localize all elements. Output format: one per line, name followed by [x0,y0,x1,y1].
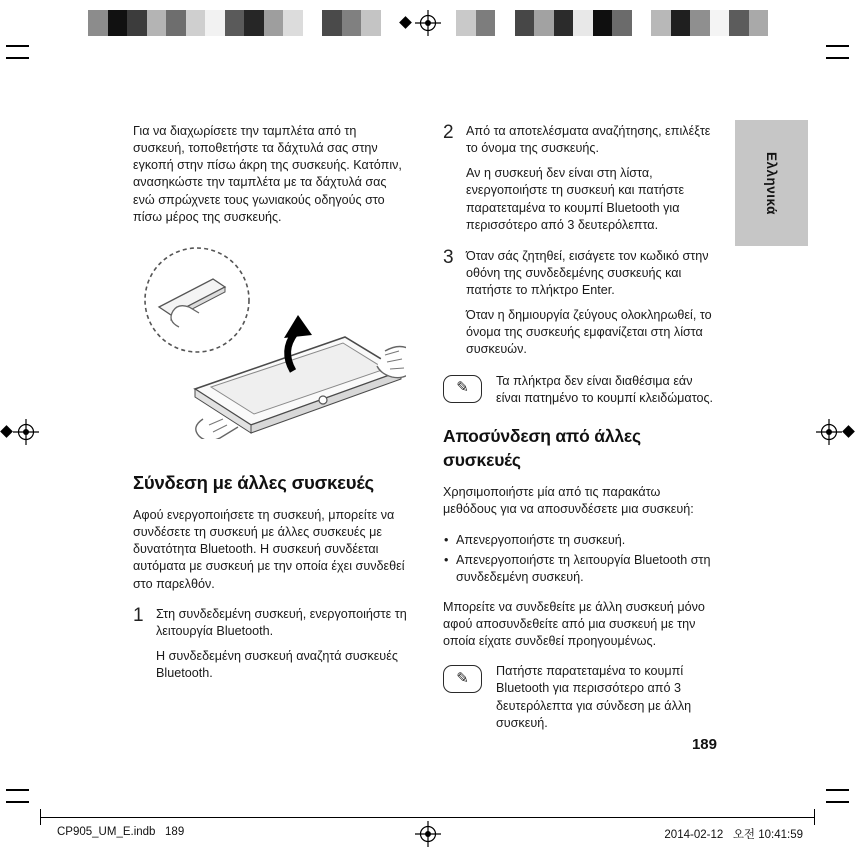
step-2 [443,123,717,157]
calibration-swatch [283,10,303,36]
diamond-mark-top [399,16,412,29]
pencil-note-icon: ✎ [443,375,482,403]
step-3 [443,248,717,299]
crop-mark [826,45,849,47]
step-3-sub: Όταν η δημιουργία ζεύγους ολοκληρωθεί, το όνομα της συσκευής εμφανίζεται στη λίστα συσκευών. [466,308,712,357]
note-keys-unavailable [443,373,717,407]
reconnect-paragraph: Μπορείτε να συνδεθείτε με άλλη συσκευή μόνο αφού αποσυνδεθείτε από μια συσκευή με την οποία είχατε συνδεθεί προηγουμένως. [443,599,705,649]
note-text: Τα πλήκτρα δεν είναι διαθέσιμα εάν είναι πατημένο το κουμπί κλειδώματος. [496,373,714,405]
crop-mark [826,57,849,59]
step-number: 1 [133,604,144,626]
calibration-swatch [381,10,401,36]
calibration-strip-right [456,10,768,36]
list-item: • Απενεργοποιήστε τη συσκευή. [443,532,717,549]
calibration-swatch [127,10,147,36]
calibration-swatch [593,10,613,36]
calibration-swatch [690,10,710,36]
registration-mark-left [13,419,39,445]
step-text: Από τα αποτελέσματα αναζήτησης, επιλέξτε το όνομα της συσκευής. [466,124,711,156]
calibration-swatch [710,10,730,36]
note-text: Πατήστε παρατεταμένα το κουμπί Bluetooth για περισσότερο από 3 δευτερόλεπτα για σύνδεση με άλλη συσκευή. [496,664,692,730]
registration-mark-top [415,10,441,36]
calibration-swatch [166,10,186,36]
calibration-swatch [534,10,554,36]
left-column [133,123,407,696]
step-text: Όταν σάς ζητηθεί, εισάγετε τον κωδικό στην οθόνη της συνδεδεμένης συσκευής και πατήστε το πλήκτρο Enter. [466,248,709,297]
calibration-swatch [554,10,574,36]
footer-filename: CP905_UM_E.indb 189 [57,826,185,838]
calibration-swatch [456,10,476,36]
pencil-note-icon: ✎ [443,665,482,693]
right-column [443,123,717,750]
step-2-sub: Αν η συσκευή δεν είναι στη λίστα, ενεργοποιήστε τη συσκευή και πατήστε παρατεταμένα το κουμπί Bluetooth για περισσότερο από 3 δευτερόλεπτα. [466,166,685,232]
footer-timestamp: 2014-02-12 오전 10:41:59 [664,829,803,841]
calibration-swatch [322,10,342,36]
footer-rule [40,817,815,818]
disconnect-methods-list [443,532,717,586]
step-number: 3 [443,246,454,268]
crop-mark [6,45,29,47]
calibration-swatch [205,10,225,36]
step-text: Στη συνδεδεμένη συσκευή, ενεργοποιήστε τη λειτουργία Bluetooth. [156,606,407,638]
calibration-swatch [612,10,632,36]
intro-paragraph: Για να διαχωρίσετε την ταμπλέτα από τη συσκευή, τοποθετήστε τα δάχτυλά σας στην εγκοπή στην πίσω άκρη της συσκευής. Κατόπιν, ανασηκώστε την ταμπλέτα με τα δάχτυλά σας ενώ σπρώχνετε τους γωνιακούς οδηγούς στο πίσω μέρος της συσκευής. [133,124,402,224]
step-1 [133,606,407,640]
calibration-swatch [147,10,167,36]
note-bluetooth-button [443,663,717,732]
calibration-swatch [749,10,769,36]
disconnect-paragraph: Χρησιμοποιήστε μία από τις παρακάτω μεθόδους για να αποσυνδέσετε μια συσκευή: [443,485,694,517]
footer-tick-left [40,809,41,825]
calibration-swatch [495,10,515,36]
calibration-swatch [303,10,323,36]
crop-mark [6,57,29,59]
calibration-swatch [108,10,128,36]
diamond-mark-right [842,425,855,438]
calibration-swatch [186,10,206,36]
language-tab: Ελληνικά [735,120,808,246]
step-1-sub: Η συνδεδεμένη συσκευή αναζητά συσκευές Bluetooth. [156,648,398,681]
registration-mark-right [816,419,842,445]
calibration-swatch [632,10,652,36]
diamond-mark-left [0,425,13,438]
crop-mark [826,789,849,791]
calibration-swatch [651,10,671,36]
crop-mark [6,789,29,791]
calibration-swatch [476,10,496,36]
list-item: • Απενεργοποιήστε τη λειτουργία Bluetooth στη συνδεδεμένη συσκευή. [443,552,717,586]
calibration-swatch [573,10,593,36]
tablet-detach-illustration [133,243,407,444]
crop-mark [6,801,29,803]
calibration-swatch [264,10,284,36]
calibration-swatch [225,10,245,36]
calibration-swatch [88,10,108,36]
calibration-strip-left [88,10,400,36]
footer-tick-right [814,809,815,825]
calibration-swatch [515,10,535,36]
page-number: 189 [691,736,717,753]
calibration-swatch [729,10,749,36]
calibration-swatch [244,10,264,36]
calibration-swatch [361,10,381,36]
registration-mark-bottom [415,821,441,847]
calibration-swatch [671,10,691,36]
step-number: 2 [443,122,454,143]
section-heading-disconnect: Αποσύνδεση από άλλες συσκευές [443,425,641,470]
section-heading-connect: Σύνδεση με άλλες συσκευές [133,471,374,493]
connect-paragraph: Αφού ενεργοποιήσετε τη συσκευή, μπορείτε να συνδέσετε τη συσκευή με άλλες συσκευές με δυνατότητα Bluetooth. Η συσκευή συνδέεται αυτόματα με συσκευή με την οποία έχει συνδεθεί στο παρελθόν. [133,508,405,591]
calibration-swatch [342,10,362,36]
crop-mark [826,801,849,803]
